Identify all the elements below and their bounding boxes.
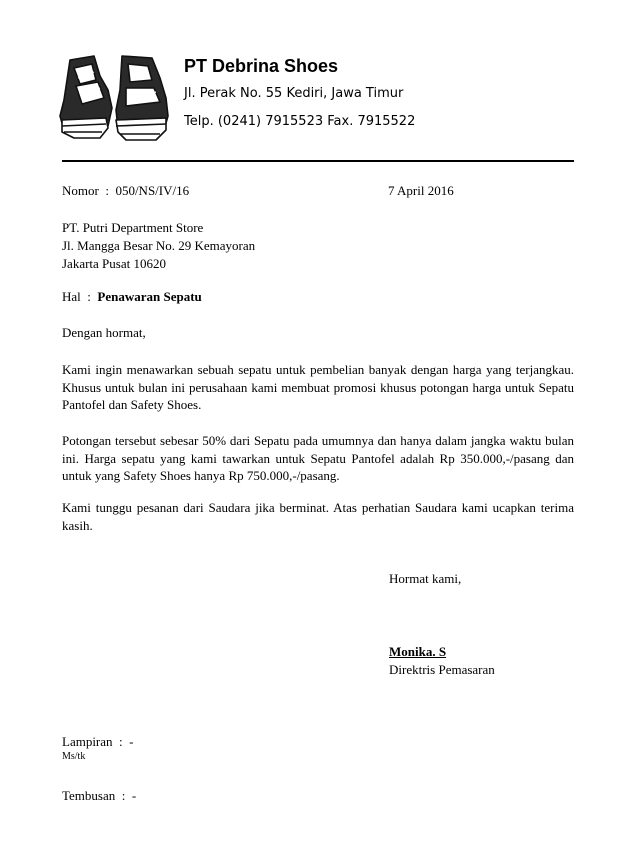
body-paragraph: Kami tunggu pesanan dari Saudara jika berminat. Atas perhatian Saudara kami ucapkan terima kasih. (62, 500, 574, 533)
lampiran: Lampiran : - (62, 734, 134, 749)
letter-date: 7 April 2016 (388, 183, 454, 198)
company-contact: Telp. (0241) 7915523 Fax. 7915522 (184, 114, 416, 129)
closing: Hormat kami, (389, 571, 462, 586)
recipient-line: Jakarta Pusat 10620 (62, 256, 166, 271)
company-name: PT Debrina Shoes (184, 56, 339, 76)
subject-line (62, 289, 202, 305)
recipient-line: Jl. Mangga Besar No. 29 Kemayoran (62, 238, 256, 253)
company-address: Jl. Perak No. 55 Kediri, Jawa Timur (184, 86, 404, 101)
body-paragraph: Kami ingin menawarkan sebuah sepatu untuk pembelian banyak dengan harga yang terjangkau. Khusus untuk bulan ini perusahaan kami membuat promosi khusus potongan harga untuk Sepatu Pantofel dan Safety Shoes. (62, 362, 574, 412)
recipient-address (62, 219, 255, 273)
sneakers-icon (56, 50, 172, 146)
recipient-line: PT. Putri Department Store (62, 220, 204, 235)
tembusan: Tembusan : - (62, 788, 137, 803)
salutation: Dengan hormat, (62, 325, 146, 340)
signature-block (389, 643, 495, 679)
subject-text: Penawaran Sepatu (97, 289, 202, 304)
subject-label: Hal : (62, 289, 98, 304)
letter-number: Nomor : 050/NS/IV/16 (62, 183, 190, 198)
typist-initials: Ms/tk (62, 751, 86, 762)
letterhead (184, 55, 415, 142)
signer-title: Direktris Pemasaran (389, 662, 495, 677)
body-paragraph: Potongan tersebut sebesar 50% dari Sepatu pada umumnya dan hanya dalam jangka waktu bulan ini. Harga sepatu yang kami tawarkan untuk Sepatu Pantofel adalah Rp 350.000,-/pasang dan untuk yang Safety Shoes hanya Rp 750.000,-/pasang. (62, 433, 574, 483)
signer-name: Monika. S (389, 644, 447, 659)
letterhead-divider (62, 160, 574, 162)
attachments-block (62, 697, 136, 841)
